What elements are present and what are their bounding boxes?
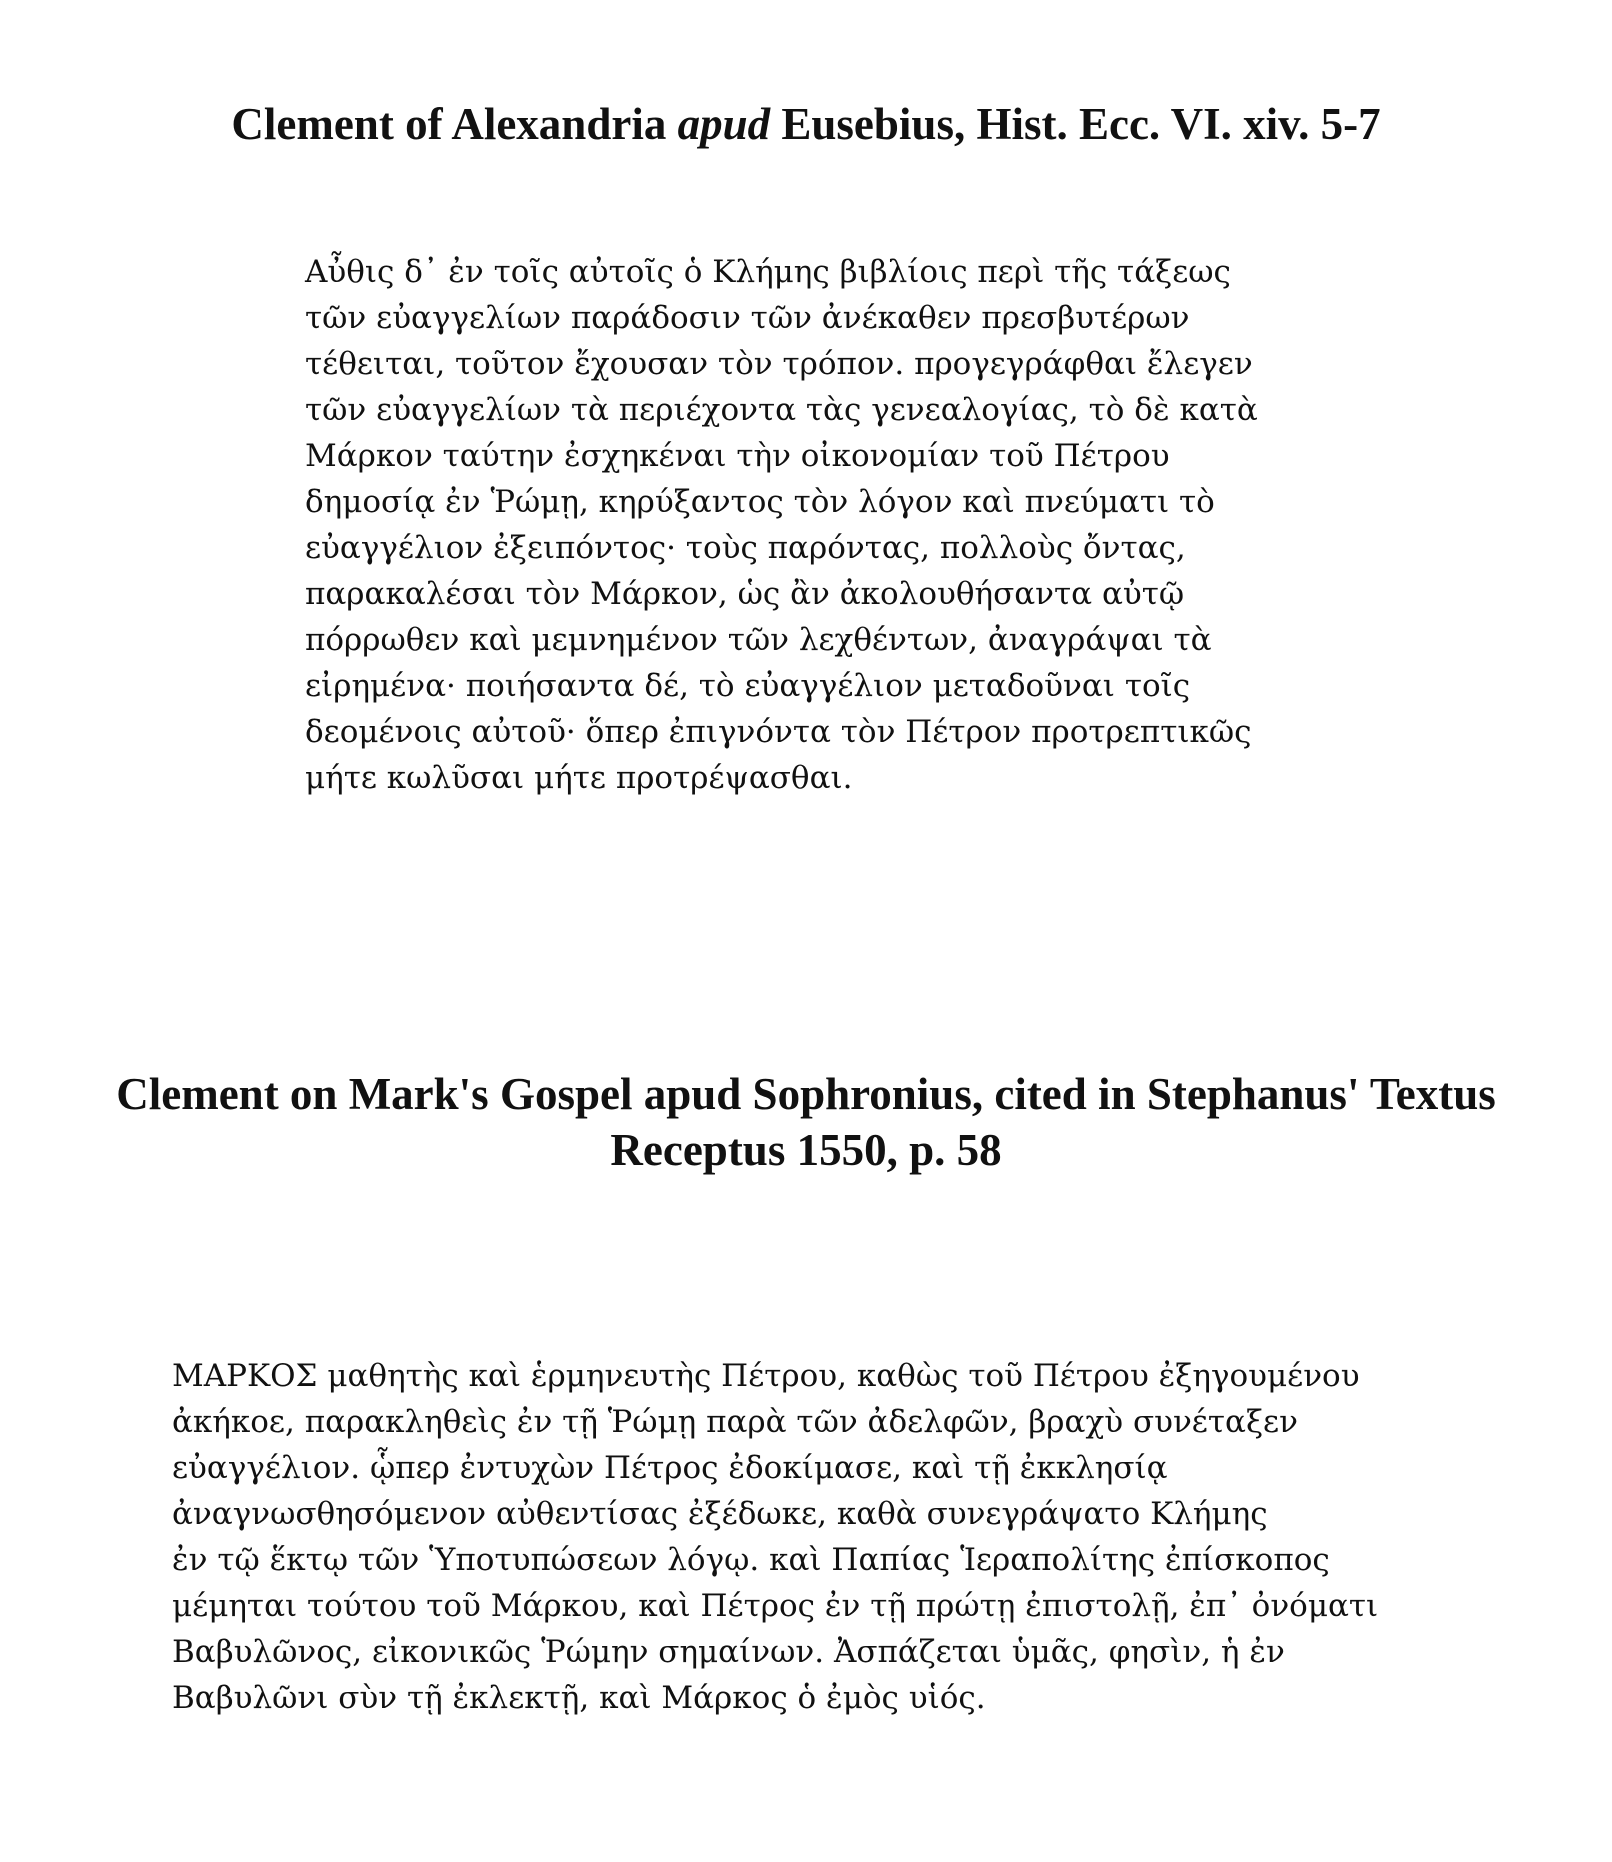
- section-2-title: [0, 1066, 1612, 1178]
- text-line: ἐν τῷ ἕκτῳ τῶν Ὑποτυπώσεων λόγῳ. καὶ Παπίας Ἱεραπολίτης ἐπίσκοπος: [172, 1542, 1330, 1578]
- text-line: δημοσίᾳ ἐν Ῥώμῃ, κηρύξαντος τὸν λόγον καὶ πνεύματι τὸ: [305, 484, 1215, 520]
- section-2-title-line-2: Receptus 1550, p. 58: [610, 1125, 1002, 1175]
- text-line: ἀναγνωσθησόμενον αὐθεντίσας ἐξέδωκε, καθὰ συνεγράψατο Κλήμης: [172, 1496, 1268, 1532]
- text-line: Βαβυλῶνι σὺν τῇ ἐκλεκτῇ, καὶ Μάρκος ὁ ἐμὸς υἱός.: [172, 1680, 986, 1716]
- eusebius-greek-passage: [305, 249, 1258, 801]
- text-line: Βαβυλῶνος, εἰκονικῶς Ῥώμην σημαίνων. Ἀσπάζεται ὑμᾶς, φησὶν, ἡ ἐν: [172, 1634, 1285, 1670]
- text-line: δεομένοις αὐτοῦ· ὅπερ ἐπιγνόντα τὸν Πέτρον προτρεπτικῶς: [305, 714, 1252, 750]
- text-line: μήτε κωλῦσαι μήτε προτρέψασθαι.: [305, 760, 853, 796]
- text-line: ἀκήκοε, παρακληθεὶς ἐν τῇ Ῥώμῃ παρὰ τῶν ἀδελφῶν, βραχὺ συνέταξεν: [172, 1404, 1298, 1440]
- section-1-title: [0, 96, 1612, 152]
- text-line: εὐαγγέλιον ἐξειπόντος· τοὺς παρόντας, πολλοὺς ὄντας,: [305, 530, 1186, 566]
- text-line: τῶν εὐαγγελίων παράδοσιν τῶν ἀνέκαθεν πρεσβυτέρων: [305, 300, 1190, 336]
- section-1-title-part: Clement of Alexandria: [231, 99, 678, 149]
- text-line: τῶν εὐαγγελίων τὰ περιέχοντα τὰς γενεαλογίας, τὸ δὲ κατὰ: [305, 392, 1258, 428]
- text-line: μέμηται τούτου τοῦ Μάρκου, καὶ Πέτρος ἐν τῇ πρώτῃ ἐπιστολῇ, ἐπ᾽ ὀνόματι: [172, 1588, 1379, 1624]
- text-line: τέθειται, τοῦτον ἔχουσαν τὸν τρόπον. προγεγράφθαι ἔλεγεν: [305, 346, 1253, 382]
- text-line: πόρρωθεν καὶ μεμνημένον τῶν λεχθέντων, ἀναγράψαι τὰ: [305, 622, 1212, 658]
- text-line: Αὖθις δ᾽ ἐν τοῖς αὐτοῖς ὁ Κλήμης βιβλίοις περὶ τῆς τάξεως: [305, 254, 1231, 290]
- text-line: εὐαγγέλιον. ᾧπερ ἐντυχὼν Πέτρος ἐδοκίμασε, καὶ τῇ ἐκκλησίᾳ: [172, 1450, 1168, 1486]
- sophronius-greek-passage: [172, 1353, 1378, 1721]
- section-1-title-italic: apud: [677, 99, 771, 149]
- text-line: ΜΑΡΚΟΣ μαθητὴς καὶ ἑρμηνευτὴς Πέτρου, καθὼς τοῦ Πέτρου ἐξηγουμένου: [172, 1358, 1360, 1394]
- text-line: εἰρημένα· ποιήσαντα δέ, τὸ εὐαγγέλιον μεταδοῦναι τοῖς: [305, 668, 1191, 704]
- text-line: Μάρκον ταύτην ἐσχηκέναι τὴν οἰκονομίαν τοῦ Πέτρου: [305, 438, 1170, 474]
- section-1-title-part: Eusebius, Hist. Ecc. VI. xiv. 5-7: [770, 99, 1381, 149]
- section-2-title-line-1: Clement on Mark's Gospel apud Sophronius, cited in Stephanus' Textus: [116, 1069, 1496, 1119]
- text-line: παρακαλέσαι τὸν Μάρκον, ὡς ἂν ἀκολουθήσαντα αὐτῷ: [305, 576, 1185, 612]
